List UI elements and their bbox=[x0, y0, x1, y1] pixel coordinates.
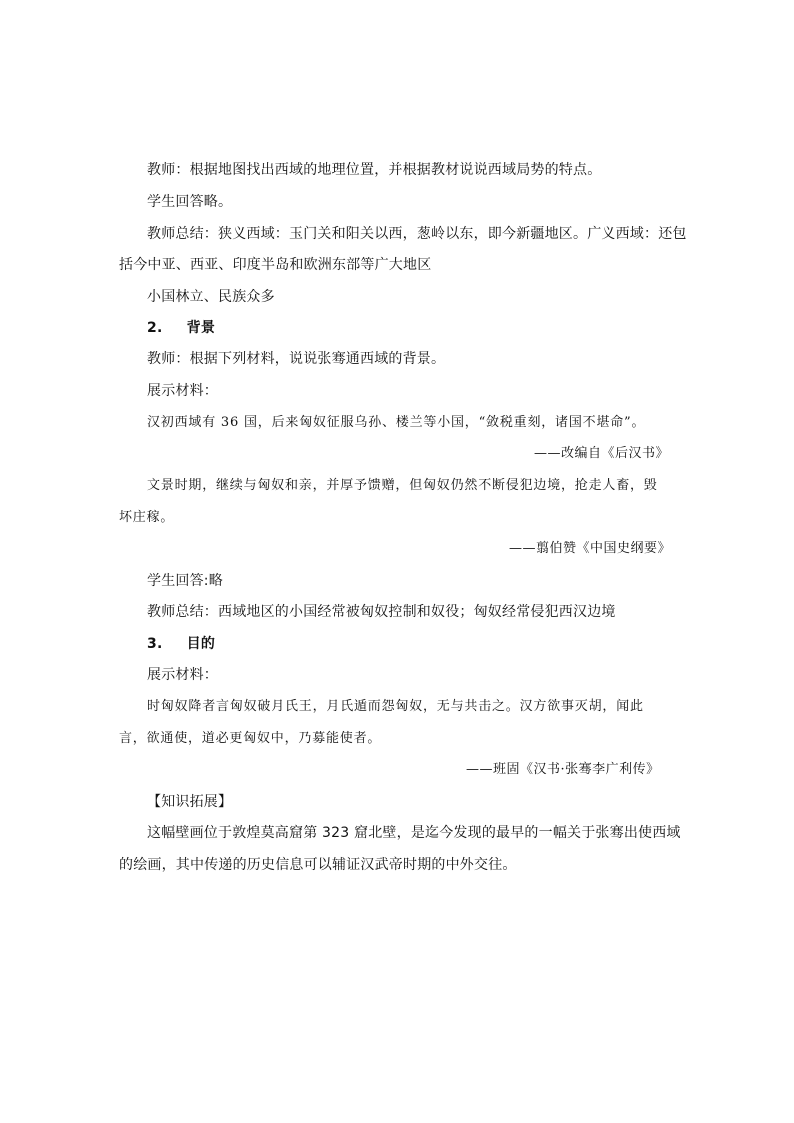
paragraph-student-answer: 学生回答略。 bbox=[147, 194, 233, 210]
quote-hanshu-line2: 言，欲通使，道必更匈奴中，乃募能使者。 bbox=[119, 731, 382, 746]
quote-source-houhanshu: ——改编自《后汉书》 bbox=[534, 446, 670, 461]
paragraph-teacher-summary-background: 教师总结：西域地区的小国经常被匈奴控制和奴役；匈奴经常侵犯西汉边境 bbox=[147, 604, 616, 620]
paragraph-western-regions-traits: 小国林立、民族众多 bbox=[147, 289, 275, 305]
paragraph-teacher-summary-line1: 教师总结：狭义西域：玉门关和阳关以西，葱岭以东，即今新疆地区。广义西域：还包 bbox=[147, 226, 687, 242]
heading-knowledge-extension: 【知识拓展】 bbox=[147, 794, 233, 810]
section-heading-background bbox=[147, 319, 215, 337]
quote-jianbozan-line1: 文景时期，继续与匈奴和亲，并厚予馈赠，但匈奴仍然不断侵犯边境，抢走人畜，毁 bbox=[147, 478, 658, 493]
paragraph-mural-line1: 这幅壁画位于敦煌莫高窟第 323 窟北壁，是迄今发现的最早的一幅关于张骞出使西域 bbox=[147, 825, 681, 841]
section-number: 2. bbox=[147, 320, 163, 336]
quote-source-jianbozan: ——翦伯赞《中国史纲要》 bbox=[509, 541, 672, 556]
paragraph-show-material: 展示材料： bbox=[147, 383, 218, 399]
quote-jianbozan-line2: 坏庄稼。 bbox=[119, 510, 175, 525]
paragraph-show-material-2: 展示材料： bbox=[147, 667, 218, 683]
quote-source-hanshu: ——班固《汉书·张骞李广利传》 bbox=[466, 762, 660, 777]
quote-hanshu-line1: 时匈奴降者言匈奴破月氏王，月氏遁而怨匈奴，无与共击之。汉方欲事灭胡，闻此 bbox=[147, 699, 644, 714]
paragraph-teacher-prompt-map: 教师：根据地图找出西域的地理位置，并根据教材说说西域局势的特点。 bbox=[147, 162, 602, 178]
section-title: 目的 bbox=[186, 636, 216, 652]
quote-houhanshu: 汉初西域有 36 国，后来匈奴征服乌孙、楼兰等小国，“敛税重刻，诸国不堪命”。 bbox=[147, 415, 646, 430]
paragraph-mural-line2: 的绘画，其中传递的历史信息可以辅证汉武帝时期的中外交往。 bbox=[119, 857, 517, 873]
paragraph-teacher-prompt-background: 教师：根据下列材料，说说张骞通西域的背景。 bbox=[147, 351, 446, 367]
section-number: 3. bbox=[147, 636, 163, 652]
paragraph-teacher-summary-line2: 括今中亚、西亚、印度半岛和欧洲东部等广大地区 bbox=[119, 257, 432, 273]
paragraph-student-answer-2: 学生回答:略 bbox=[147, 573, 223, 589]
section-title: 背景 bbox=[186, 320, 216, 336]
section-heading-purpose bbox=[147, 635, 215, 653]
